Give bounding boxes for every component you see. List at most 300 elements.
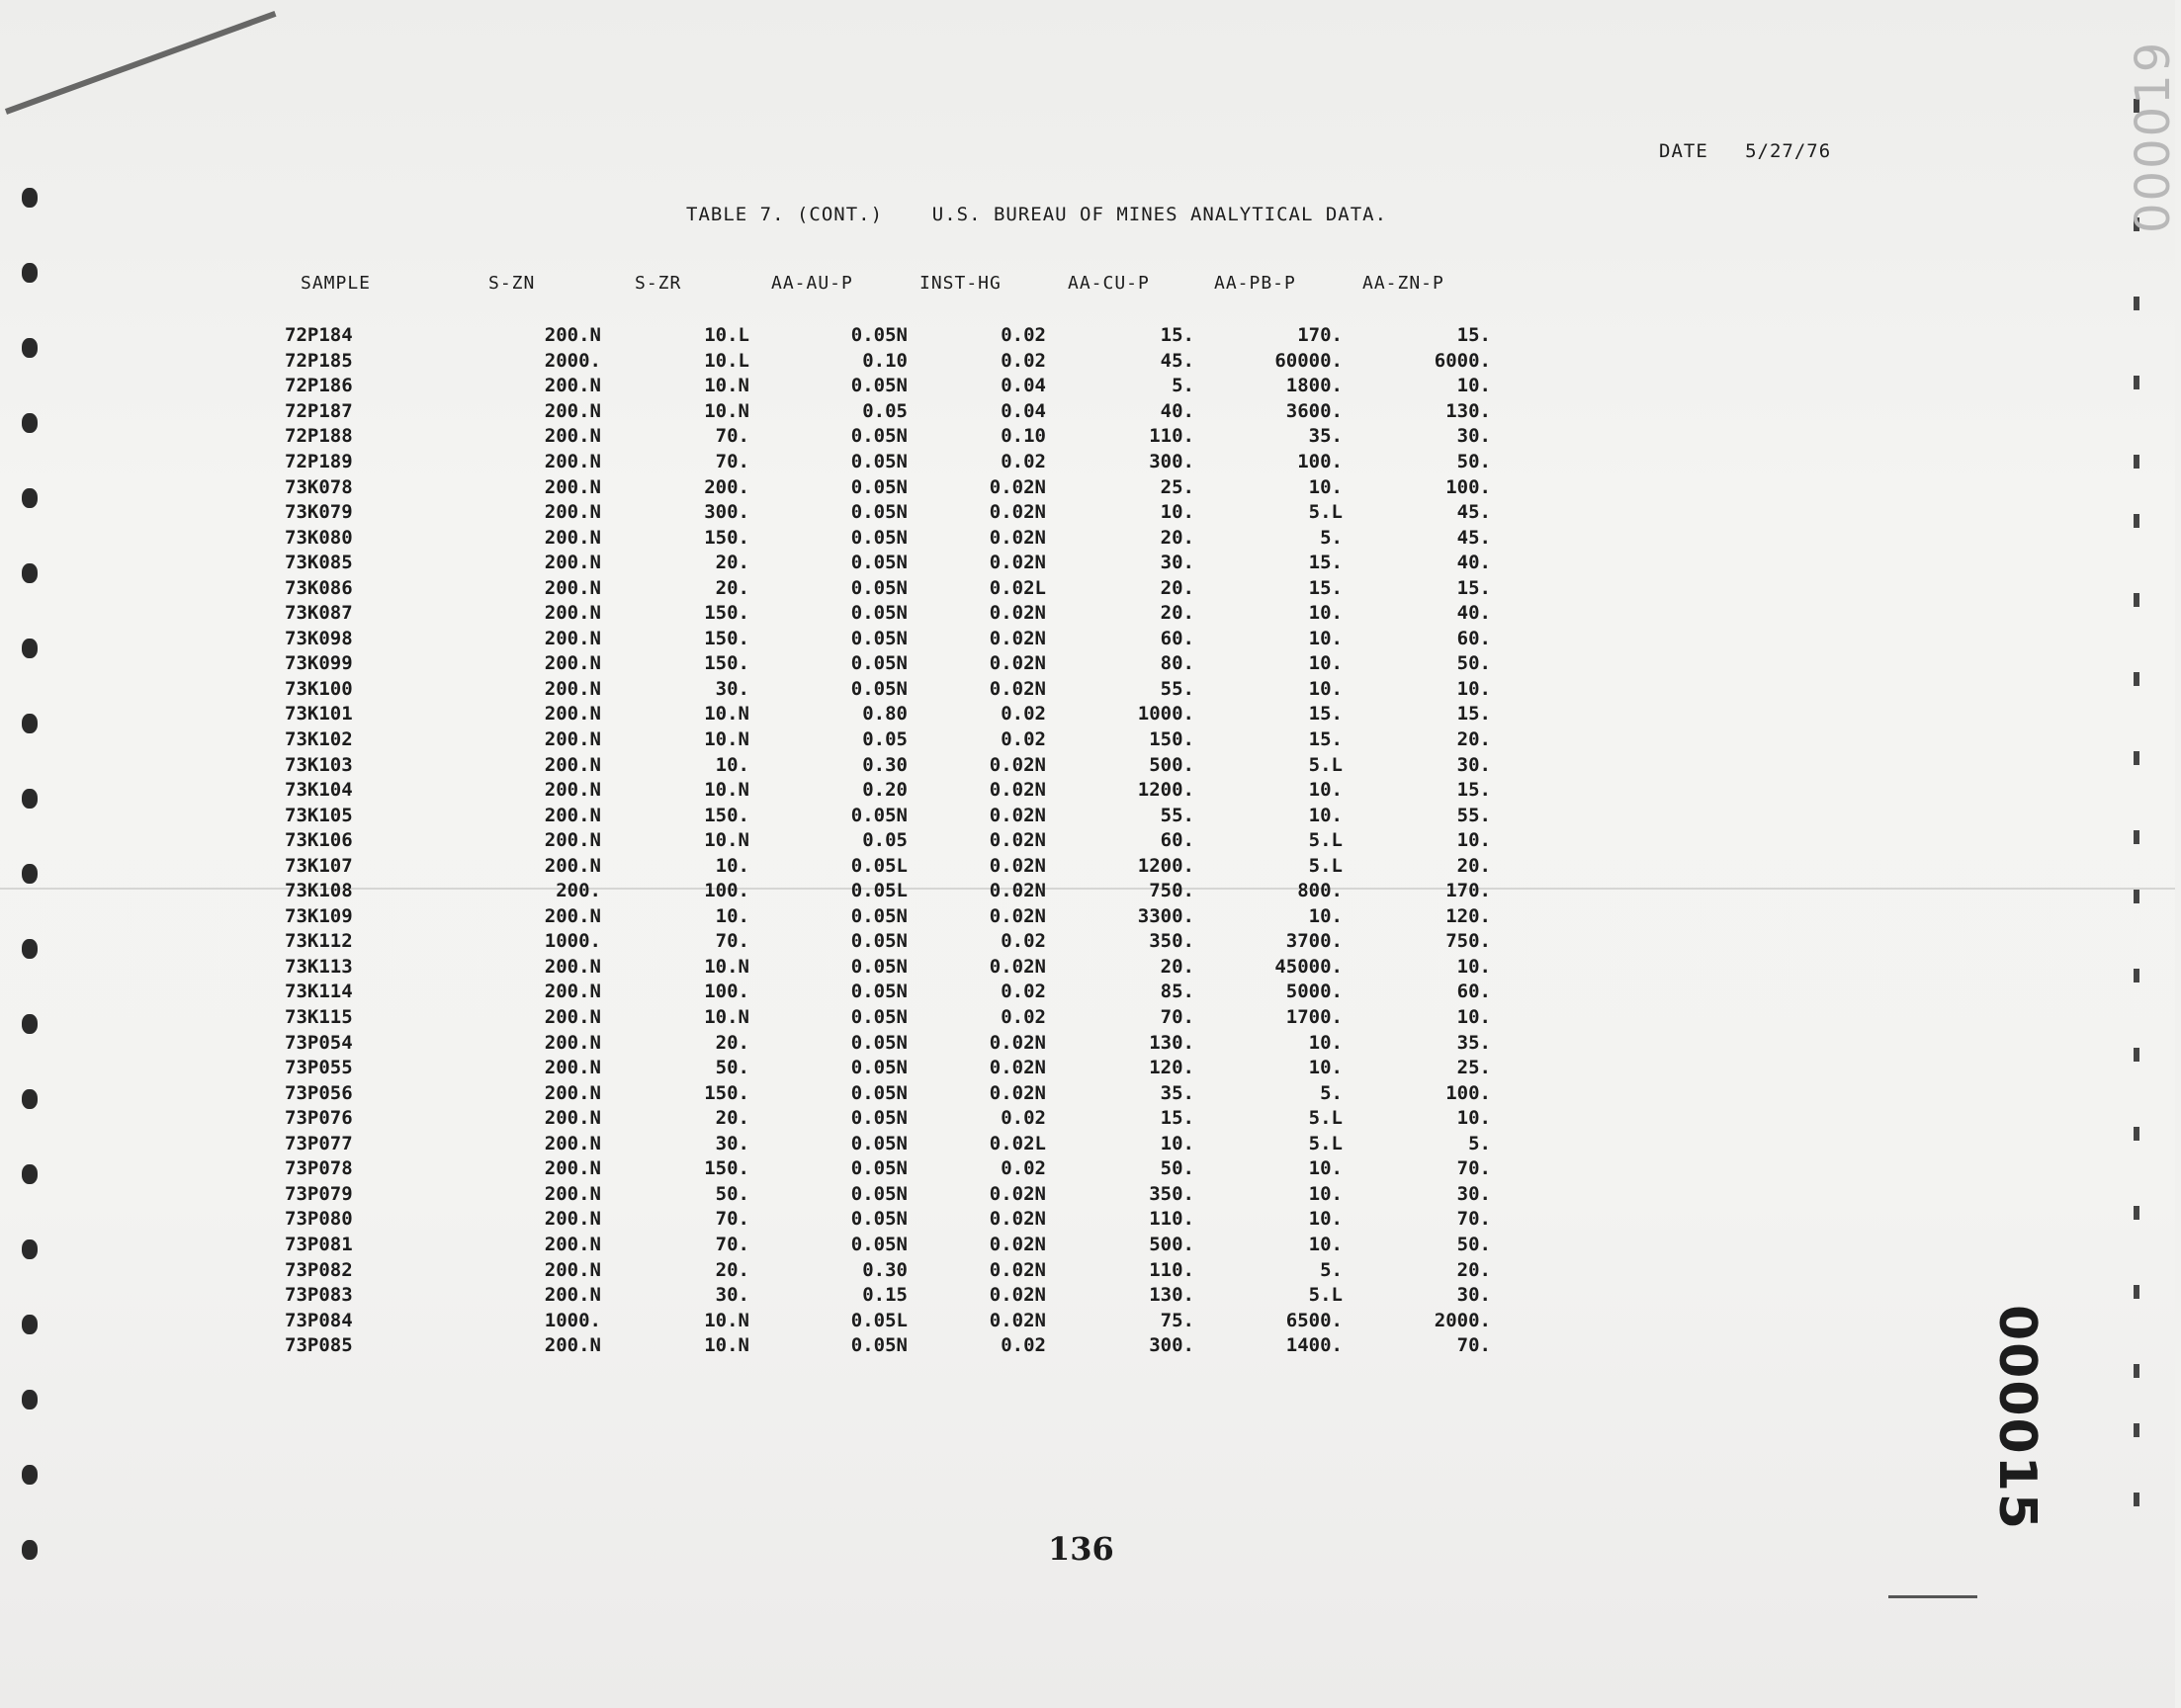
- sample-id-cell: 73K078: [285, 475, 353, 498]
- value-cell: 1700.: [1285, 1006, 1343, 1029]
- value-cell: 200.: [704, 475, 749, 498]
- value-cell: 20.: [1456, 854, 1491, 877]
- value-cell: 3700.: [1285, 930, 1343, 953]
- value-cell: 20.: [715, 576, 749, 599]
- value-cell: 50.: [715, 1182, 749, 1205]
- value-cell: 30.: [1456, 425, 1491, 448]
- edge-tick: [2134, 830, 2139, 844]
- page-number: 136: [1048, 1530, 1114, 1568]
- edge-tick: [2134, 297, 2139, 310]
- value-cell: 10.N: [704, 779, 749, 802]
- value-cell: 150.: [704, 652, 749, 675]
- value-cell: 150.: [704, 627, 749, 649]
- value-cell: 0.80: [862, 703, 908, 726]
- value-cell: 10.: [1308, 1182, 1343, 1205]
- date-label: DATE: [1659, 140, 1708, 162]
- sample-id-cell: 72P187: [285, 399, 353, 422]
- value-cell: 130.: [1149, 1284, 1194, 1307]
- value-cell: 60.: [1456, 981, 1491, 1003]
- value-cell: 70.: [715, 1233, 749, 1255]
- value-cell: 150.: [704, 804, 749, 826]
- value-cell: 20.: [1160, 576, 1194, 599]
- value-cell: 5.L: [1308, 501, 1343, 524]
- sample-id-cell: 73P077: [285, 1132, 353, 1154]
- value-cell: 30.: [1456, 1182, 1491, 1205]
- value-cell: 5.L: [1308, 1107, 1343, 1130]
- table-row: [267, 1005, 1491, 1031]
- value-cell: 40.: [1160, 399, 1194, 422]
- feed-hole: [22, 1239, 38, 1259]
- table-row: [267, 551, 1491, 576]
- value-cell: 200.N: [544, 1057, 601, 1079]
- value-cell: 20.: [1456, 1258, 1491, 1281]
- table-row: [267, 1207, 1491, 1233]
- value-cell: 40.: [1456, 552, 1491, 574]
- value-cell: 200.N: [544, 576, 601, 599]
- column-header-aa-au-p: AA-AU-P: [771, 273, 853, 294]
- table-row: [267, 500, 1491, 526]
- feed-hole: [22, 1390, 38, 1409]
- value-cell: 50.: [1160, 1157, 1194, 1180]
- sample-id-cell: 73K113: [285, 955, 353, 978]
- value-cell: 0.05N: [850, 1006, 908, 1029]
- sample-id-cell: 73K107: [285, 854, 353, 877]
- feed-hole: [22, 338, 38, 358]
- value-cell: 55.: [1160, 804, 1194, 826]
- feed-hole: [22, 789, 38, 809]
- value-cell: 10.: [1308, 779, 1343, 802]
- sample-id-cell: 73P078: [285, 1157, 353, 1180]
- value-cell: 6500.: [1285, 1309, 1343, 1331]
- value-cell: 0.02N: [989, 1182, 1046, 1205]
- value-cell: 5.L: [1308, 854, 1343, 877]
- edge-tick: [2134, 593, 2139, 607]
- sample-id-cell: 73P083: [285, 1284, 353, 1307]
- table-row: [267, 1080, 1491, 1106]
- value-cell: 0.02N: [989, 1233, 1046, 1255]
- value-cell: 200.N: [544, 375, 601, 397]
- value-cell: 0.05N: [850, 451, 908, 472]
- edge-tick: [2134, 376, 2139, 389]
- value-cell: 0.02N: [989, 475, 1046, 498]
- value-cell: 0.05N: [850, 375, 908, 397]
- value-cell: 200.N: [544, 677, 601, 700]
- value-cell: 200.N: [544, 552, 601, 574]
- value-cell: 0.05N: [850, 425, 908, 448]
- feed-hole: [22, 413, 38, 433]
- table-row: [267, 929, 1491, 955]
- value-cell: 5.: [1172, 375, 1194, 397]
- value-cell: 0.02N: [989, 627, 1046, 649]
- table-row: [267, 651, 1491, 677]
- value-cell: 0.02N: [989, 854, 1046, 877]
- value-cell: 800.: [1297, 880, 1343, 902]
- value-cell: 1200.: [1137, 854, 1194, 877]
- value-cell: 150.: [704, 1157, 749, 1180]
- value-cell: 10.: [1456, 677, 1491, 700]
- value-cell: 0.05L: [850, 854, 908, 877]
- value-cell: 80.: [1160, 652, 1194, 675]
- value-cell: 15.: [1456, 324, 1491, 347]
- value-cell: 200.N: [544, 1031, 601, 1054]
- value-cell: 50.: [1456, 1233, 1491, 1255]
- value-cell: 10.: [1456, 829, 1491, 852]
- feed-hole: [22, 1315, 38, 1334]
- value-cell: 15.: [1308, 576, 1343, 599]
- value-cell: 100.: [1297, 451, 1343, 472]
- value-cell: 10.L: [704, 349, 749, 372]
- value-cell: 5.: [1320, 526, 1343, 549]
- sample-id-cell: 73K109: [285, 904, 353, 927]
- value-cell: 0.02N: [989, 1057, 1046, 1079]
- table-row: [267, 752, 1491, 778]
- value-cell: 0.05N: [850, 526, 908, 549]
- value-cell: 200.N: [544, 526, 601, 549]
- value-cell: 70.: [715, 1208, 749, 1231]
- value-cell: 0.02N: [989, 1284, 1046, 1307]
- value-cell: 10.: [715, 904, 749, 927]
- feed-hole: [22, 639, 38, 658]
- table-row: [267, 1257, 1491, 1283]
- report-date: [1659, 140, 1831, 162]
- value-cell: 70.: [715, 425, 749, 448]
- table-row: [267, 474, 1491, 500]
- table-row: [267, 955, 1491, 981]
- value-cell: 0.05N: [850, 1031, 908, 1054]
- value-cell: 1400.: [1285, 1334, 1343, 1357]
- value-cell: 0.05N: [850, 930, 908, 953]
- value-cell: 0.02N: [989, 1208, 1046, 1231]
- value-cell: 15.: [1308, 728, 1343, 751]
- table-row: [267, 525, 1491, 551]
- sample-id-cell: 73K100: [285, 677, 353, 700]
- table-row: [267, 1308, 1491, 1333]
- value-cell: 100.: [704, 880, 749, 902]
- value-cell: 25.: [1456, 1057, 1491, 1079]
- analytical-data-table: [267, 323, 1491, 1358]
- value-cell: 120.: [1445, 904, 1491, 927]
- sample-id-cell: 73P076: [285, 1107, 353, 1130]
- value-cell: 0.02N: [989, 955, 1046, 978]
- value-cell: 750.: [1445, 930, 1491, 953]
- value-cell: 0.04: [1001, 399, 1046, 422]
- value-cell: 5000.: [1285, 981, 1343, 1003]
- edge-tick: [2134, 1364, 2139, 1378]
- right-edge-marks: [2126, 59, 2155, 1601]
- value-cell: 0.05N: [850, 904, 908, 927]
- value-cell: 30.: [1456, 753, 1491, 776]
- sample-id-cell: 73P056: [285, 1081, 353, 1104]
- feed-hole: [22, 1465, 38, 1485]
- sample-id-cell: 73K105: [285, 804, 353, 826]
- value-cell: 110.: [1149, 1258, 1194, 1281]
- value-cell: 35.: [1456, 1031, 1491, 1054]
- value-cell: 15.: [1456, 576, 1491, 599]
- value-cell: 40.: [1456, 602, 1491, 625]
- sample-id-cell: 73P080: [285, 1208, 353, 1231]
- edge-tick: [2134, 514, 2139, 528]
- table-row: [267, 980, 1491, 1005]
- value-cell: 10.: [1308, 1233, 1343, 1255]
- value-cell: 10.N: [704, 375, 749, 397]
- value-cell: 10.: [715, 854, 749, 877]
- edge-tick: [2134, 455, 2139, 469]
- value-cell: 200.: [556, 880, 601, 902]
- value-cell: 10.: [715, 753, 749, 776]
- value-cell: 200.N: [544, 501, 601, 524]
- value-cell: 35.: [1308, 425, 1343, 448]
- value-cell: 130.: [1445, 399, 1491, 422]
- table-row: [267, 627, 1491, 652]
- feed-hole: [22, 1089, 38, 1109]
- sample-id-cell: 73P081: [285, 1233, 353, 1255]
- feed-hole: [22, 864, 38, 884]
- value-cell: 110.: [1149, 425, 1194, 448]
- value-cell: 5.L: [1308, 1284, 1343, 1307]
- value-cell: 200.N: [544, 399, 601, 422]
- value-cell: 10.: [1308, 804, 1343, 826]
- value-cell: 0.05N: [850, 1132, 908, 1154]
- value-cell: 30.: [1456, 1284, 1491, 1307]
- column-header-sample: SAMPLE: [301, 273, 372, 294]
- value-cell: 0.02N: [989, 501, 1046, 524]
- value-cell: 1200.: [1137, 779, 1194, 802]
- value-cell: 0.04: [1001, 375, 1046, 397]
- table-row: [267, 323, 1491, 349]
- value-cell: 170.: [1445, 880, 1491, 902]
- value-cell: 10.N: [704, 1334, 749, 1357]
- value-cell: 0.05N: [850, 677, 908, 700]
- value-cell: 150.: [704, 602, 749, 625]
- document-stamp-number: 000015: [1987, 1305, 2047, 1532]
- value-cell: 0.02L: [989, 576, 1046, 599]
- feed-hole: [22, 939, 38, 959]
- value-cell: 20.: [1160, 602, 1194, 625]
- table-row: [267, 904, 1491, 930]
- table-row: [267, 575, 1491, 601]
- value-cell: 200.N: [544, 1182, 601, 1205]
- column-header-inst-hg: INST-HG: [919, 273, 1002, 294]
- table-row: [267, 853, 1491, 879]
- value-cell: 0.02: [1001, 451, 1046, 472]
- table-row: [267, 677, 1491, 703]
- value-cell: 0.02N: [989, 904, 1046, 927]
- value-cell: 0.05N: [850, 804, 908, 826]
- feed-hole: [22, 1164, 38, 1184]
- sample-id-cell: 73K099: [285, 652, 353, 675]
- value-cell: 70.: [1160, 1006, 1194, 1029]
- value-cell: 200.N: [544, 981, 601, 1003]
- value-cell: 200.N: [544, 1132, 601, 1154]
- table-row: [267, 1106, 1491, 1132]
- value-cell: 300.: [1149, 451, 1194, 472]
- sample-id-cell: 73K102: [285, 728, 353, 751]
- table-row: [267, 399, 1491, 425]
- value-cell: 2000.: [1434, 1309, 1491, 1331]
- value-cell: 3600.: [1285, 399, 1343, 422]
- value-cell: 0.05N: [850, 1182, 908, 1205]
- value-cell: 0.20: [862, 779, 908, 802]
- value-cell: 200.N: [544, 955, 601, 978]
- value-cell: 10.: [1160, 1132, 1194, 1154]
- table-row: [267, 601, 1491, 627]
- value-cell: 0.10: [862, 349, 908, 372]
- value-cell: 10.: [1456, 1006, 1491, 1029]
- value-cell: 30.: [1160, 552, 1194, 574]
- value-cell: 150.: [1149, 728, 1194, 751]
- value-cell: 170.: [1297, 324, 1343, 347]
- column-header-aa-cu-p: AA-CU-P: [1068, 273, 1150, 294]
- value-cell: 500.: [1149, 1233, 1194, 1255]
- faint-stamp-number: 000019: [2126, 40, 2181, 233]
- value-cell: 70.: [715, 451, 749, 472]
- sample-id-cell: 73K101: [285, 703, 353, 726]
- value-cell: 10.: [1456, 1107, 1491, 1130]
- feed-hole: [22, 488, 38, 508]
- table-row: [267, 803, 1491, 828]
- value-cell: 0.02N: [989, 779, 1046, 802]
- value-cell: 0.02N: [989, 1309, 1046, 1331]
- value-cell: 200.N: [544, 1334, 601, 1357]
- feed-hole: [22, 188, 38, 208]
- value-cell: 200.N: [544, 728, 601, 751]
- value-cell: 55.: [1160, 677, 1194, 700]
- edge-tick: [2134, 1048, 2139, 1062]
- value-cell: 200.N: [544, 804, 601, 826]
- edge-tick: [2134, 672, 2139, 686]
- edge-tick: [2134, 1423, 2139, 1437]
- value-cell: 0.05N: [850, 1233, 908, 1255]
- sample-id-cell: 73K085: [285, 552, 353, 574]
- value-cell: 0.05N: [850, 1081, 908, 1104]
- value-cell: 750.: [1149, 880, 1194, 902]
- value-cell: 15.: [1456, 703, 1491, 726]
- value-cell: 200.N: [544, 1107, 601, 1130]
- value-cell: 2000.: [544, 349, 601, 372]
- value-cell: 20.: [1160, 955, 1194, 978]
- value-cell: 5.: [1320, 1258, 1343, 1281]
- edge-smudge: [5, 11, 277, 115]
- value-cell: 10.: [1308, 904, 1343, 927]
- value-cell: 70.: [715, 930, 749, 953]
- sample-id-cell: 73K086: [285, 576, 353, 599]
- value-cell: 75.: [1160, 1309, 1194, 1331]
- value-cell: 100.: [704, 981, 749, 1003]
- value-cell: 3300.: [1137, 904, 1194, 927]
- value-cell: 150.: [704, 1081, 749, 1104]
- value-cell: 0.05L: [850, 1309, 908, 1331]
- sample-id-cell: 73K114: [285, 981, 353, 1003]
- value-cell: 0.02N: [989, 652, 1046, 675]
- table-row: [267, 778, 1491, 804]
- table-row: [267, 1030, 1491, 1056]
- value-cell: 0.05N: [850, 602, 908, 625]
- value-cell: 0.02: [1001, 1157, 1046, 1180]
- value-cell: 85.: [1160, 981, 1194, 1003]
- value-cell: 55.: [1456, 804, 1491, 826]
- value-cell: 50.: [715, 1057, 749, 1079]
- value-cell: 45.: [1160, 349, 1194, 372]
- date-value: 5/27/76: [1745, 140, 1832, 162]
- value-cell: 0.05N: [850, 1334, 908, 1357]
- value-cell: 120.: [1149, 1057, 1194, 1079]
- value-cell: 20.: [1160, 526, 1194, 549]
- value-cell: 60.: [1160, 627, 1194, 649]
- value-cell: 200.N: [544, 1284, 601, 1307]
- value-cell: 0.05N: [850, 652, 908, 675]
- value-cell: 5.: [1468, 1132, 1491, 1154]
- sample-id-cell: 73K104: [285, 779, 353, 802]
- value-cell: 10.: [1308, 602, 1343, 625]
- value-cell: 200.N: [544, 1233, 601, 1255]
- sample-id-cell: 72P184: [285, 324, 353, 347]
- sample-id-cell: 72P185: [285, 349, 353, 372]
- table-row: [267, 1182, 1491, 1208]
- table-row: [267, 349, 1491, 375]
- value-cell: 200.N: [544, 1157, 601, 1180]
- value-cell: 100.: [1445, 475, 1491, 498]
- table-row: [267, 1156, 1491, 1182]
- table-row: [267, 879, 1491, 904]
- value-cell: 0.02: [1001, 703, 1046, 726]
- value-cell: 200.N: [544, 602, 601, 625]
- value-cell: 150.: [704, 526, 749, 549]
- table-row: [267, 1056, 1491, 1081]
- value-cell: 200.N: [544, 779, 601, 802]
- value-cell: 10.: [1308, 627, 1343, 649]
- value-cell: 100.: [1445, 1081, 1491, 1104]
- sample-id-cell: 72P188: [285, 425, 353, 448]
- value-cell: 0.05N: [850, 955, 908, 978]
- value-cell: 200.N: [544, 1081, 601, 1104]
- value-cell: 200.N: [544, 627, 601, 649]
- value-cell: 200.N: [544, 652, 601, 675]
- value-cell: 0.05N: [850, 981, 908, 1003]
- value-cell: 5.L: [1308, 753, 1343, 776]
- value-cell: 1800.: [1285, 375, 1343, 397]
- value-cell: 10.: [1308, 1031, 1343, 1054]
- value-cell: 50.: [1456, 652, 1491, 675]
- value-cell: 0.05N: [850, 324, 908, 347]
- value-cell: 300.: [704, 501, 749, 524]
- value-cell: 200.N: [544, 451, 601, 472]
- sample-id-cell: 73K098: [285, 627, 353, 649]
- value-cell: 0.02N: [989, 1258, 1046, 1281]
- feed-hole: [22, 714, 38, 733]
- table-row: [267, 374, 1491, 399]
- value-cell: 10.: [1308, 1208, 1343, 1231]
- value-cell: 0.02N: [989, 526, 1046, 549]
- value-cell: 0.05N: [850, 501, 908, 524]
- value-cell: 0.02N: [989, 753, 1046, 776]
- value-cell: 0.02N: [989, 677, 1046, 700]
- value-cell: 20.: [715, 1107, 749, 1130]
- edge-tick: [2134, 1127, 2139, 1141]
- value-cell: 200.N: [544, 703, 601, 726]
- value-cell: 15.: [1308, 703, 1343, 726]
- value-cell: 0.05N: [850, 1057, 908, 1079]
- sample-id-cell: 73P079: [285, 1182, 353, 1205]
- table-row: [267, 727, 1491, 753]
- column-header-aa-zn-p: AA-ZN-P: [1362, 273, 1444, 294]
- value-cell: 20.: [715, 552, 749, 574]
- value-cell: 350.: [1149, 930, 1194, 953]
- value-cell: 10.: [1456, 955, 1491, 978]
- value-cell: 0.05N: [850, 475, 908, 498]
- footer-rule: [1888, 1595, 1977, 1598]
- value-cell: 5.L: [1308, 1132, 1343, 1154]
- value-cell: 0.02L: [989, 1132, 1046, 1154]
